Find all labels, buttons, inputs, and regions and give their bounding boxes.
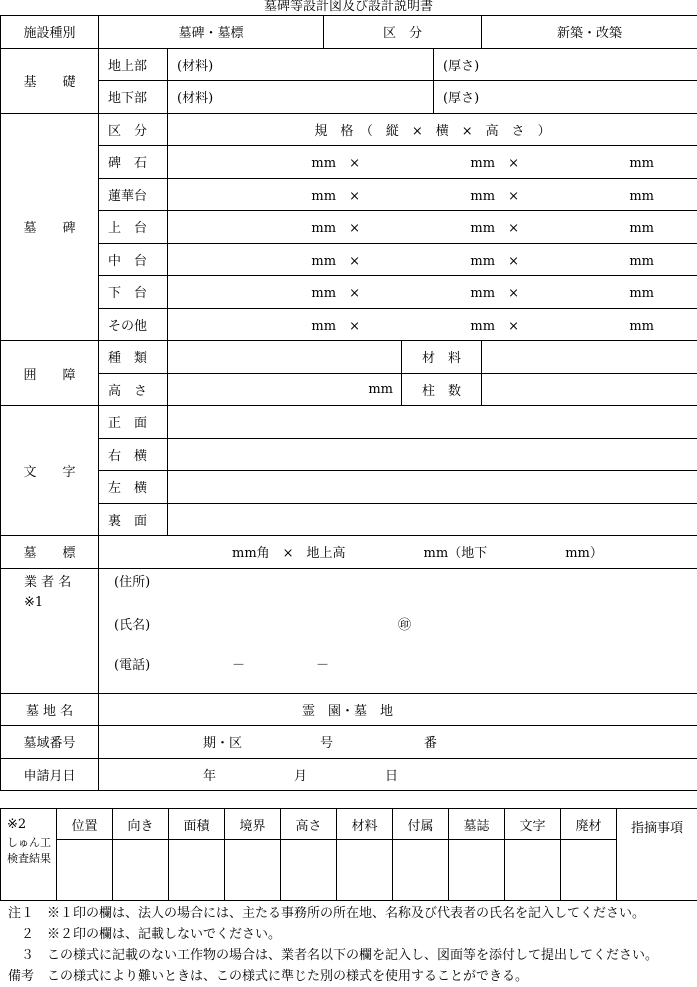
facility-type-value[interactable]: 墓碑・墓標 <box>99 16 324 49</box>
plot-label: 墓域番号 <box>1 726 99 759</box>
text-row-label: 左 横 <box>99 471 168 504</box>
cemetery-label: 墓 地 名 <box>1 693 99 726</box>
tomb-row-dims[interactable]: mm × mm × mm <box>168 243 697 276</box>
division-value[interactable]: 新築・改築 <box>482 16 697 49</box>
tomb-row-label: 蓮華台 <box>99 178 168 211</box>
vendor-name: (氏名) <box>114 618 150 633</box>
foundation-above-label: 地上部 <box>99 48 168 81</box>
vendor-label <box>1 568 99 693</box>
text-row-label: 正 面 <box>99 406 168 439</box>
inspection-col-header: 墓誌 <box>449 809 505 840</box>
tomb-row-dims[interactable]: mm × mm × mm <box>168 178 697 211</box>
text-row-label: 右 横 <box>99 438 168 471</box>
tomb-label: 墓 碑 <box>1 113 99 341</box>
tomb-row <box>1 146 697 179</box>
vendor-details[interactable] <box>99 568 697 693</box>
cemetery-value[interactable]: 霊 園・墓 地 <box>99 693 697 726</box>
tomb-row-dims[interactable]: mm × mm × mm <box>168 211 697 244</box>
fence-material-label: 材 料 <box>402 341 482 374</box>
tomb-row-dims[interactable]: mm × mm × mm <box>168 308 697 341</box>
inspection-cell[interactable] <box>169 840 225 901</box>
inspection-note-mark: ※2 <box>7 815 56 835</box>
fence-height-label: 高 さ <box>99 373 168 406</box>
text-row-value[interactable] <box>168 438 697 471</box>
date-value[interactable]: 年 月 日 <box>99 758 697 791</box>
foundation-below-thickness[interactable]: (厚さ) <box>434 81 697 114</box>
text-row-label: 裏 面 <box>99 503 168 536</box>
inspection-cell[interactable] <box>561 840 617 901</box>
facility-type-label: 施設種別 <box>1 16 99 49</box>
inspection-remarks-header: 指摘事項 <box>617 809 697 901</box>
vendor-name-line <box>114 609 697 649</box>
fence-height-value[interactable]: mm <box>168 373 402 406</box>
inspection-col-header: 廃材 <box>561 809 617 840</box>
inspection-cell[interactable] <box>393 840 449 901</box>
inspection-col-header: 面積 <box>169 809 225 840</box>
text-row-value[interactable] <box>168 406 697 439</box>
text-row-value[interactable] <box>168 503 697 536</box>
inspection-col-header: 付属 <box>393 809 449 840</box>
inspection-cell[interactable] <box>281 840 337 901</box>
fence-label: 囲 障 <box>1 341 99 406</box>
foundation-label: 基 礎 <box>1 48 99 113</box>
inspection-table <box>0 808 697 901</box>
document-title: 墓碑等設計図及び設計説明書 <box>0 0 697 14</box>
vendor-phone-line <box>114 649 697 689</box>
tomb-row-dims[interactable]: mm × mm × mm <box>168 146 697 179</box>
inspection-col-header: 材料 <box>337 809 393 840</box>
phone-dash: － <box>232 649 245 683</box>
vendor-address: (住所) <box>114 569 697 609</box>
tomb-row-dims[interactable]: mm × mm × mm <box>168 276 697 309</box>
seal-icon: ㊞ <box>398 609 411 643</box>
fence-posts-value[interactable] <box>482 373 697 406</box>
vendor-label-text: 業 者 名 <box>10 573 98 593</box>
foundation-above-material[interactable]: (材料) <box>168 48 434 81</box>
fence-type-label: 種 類 <box>99 341 168 374</box>
marker-label: 墓 標 <box>1 536 99 569</box>
inspection-cell[interactable] <box>505 840 561 901</box>
inspection-cell[interactable] <box>449 840 505 901</box>
tomb-row <box>1 243 697 276</box>
phone-dash: － <box>316 649 329 683</box>
marker-spec[interactable]: mm角 × 地上高 mm（地下 mm） <box>99 536 697 569</box>
inspection-label-cell <box>1 809 57 901</box>
tomb-row-label: 碑 石 <box>99 146 168 179</box>
inspection-cell[interactable] <box>113 840 169 901</box>
inspection-col-header: 高さ <box>281 809 337 840</box>
vendor-note-mark: ※1 <box>10 593 98 613</box>
foundation-below-label: 地下部 <box>99 81 168 114</box>
note-line: 備考 この様式により難いときは、この様式に準じた別の様式を使用することができる。 <box>8 966 697 987</box>
notes <box>8 903 697 987</box>
tomb-row <box>1 178 697 211</box>
tomb-row <box>1 211 697 244</box>
note-line: ３ この様式に記載のない工作物の場合は、業者名以下の欄を記入し、図面等を添付して提出してください。 <box>8 945 697 966</box>
foundation-below-material[interactable]: (材料) <box>168 81 434 114</box>
division-label: 区 分 <box>324 16 482 49</box>
tomb-spec-header: 規 格 （ 縦 × 横 × 高 さ ） <box>168 113 697 146</box>
text-row-value[interactable] <box>168 471 697 504</box>
tomb-row <box>1 276 697 309</box>
text-label: 文 字 <box>1 406 99 536</box>
plot-value[interactable]: 期・区 号 番 <box>99 726 697 759</box>
design-form-table <box>0 15 697 791</box>
fence-type-value[interactable] <box>168 341 402 374</box>
inspection-cell[interactable] <box>225 840 281 901</box>
tomb-row-label: 下 台 <box>99 276 168 309</box>
inspection-cell[interactable] <box>57 840 113 901</box>
inspection-col-header: 位置 <box>57 809 113 840</box>
tomb-spec-label: 区 分 <box>99 113 168 146</box>
tomb-row <box>1 308 697 341</box>
inspection-col-header: 文字 <box>505 809 561 840</box>
tomb-row-label: 中 台 <box>99 243 168 276</box>
vendor-phone: (電話) <box>114 658 150 673</box>
inspection-label: しゅん工検査結果 <box>7 835 53 867</box>
date-label: 申請月日 <box>1 758 99 791</box>
inspection-cell[interactable] <box>337 840 393 901</box>
inspection-col-header: 境界 <box>225 809 281 840</box>
tomb-row-label: その他 <box>99 308 168 341</box>
tomb-row-label: 上 台 <box>99 211 168 244</box>
note-line: ２ ※２印の欄は、記載しないでください。 <box>8 924 697 945</box>
foundation-above-thickness[interactable]: (厚さ) <box>434 48 697 81</box>
fence-material-value[interactable] <box>482 341 697 374</box>
fence-posts-label: 柱 数 <box>402 373 482 406</box>
note-line: 注１ ※１印の欄は、法人の場合には、主たる事務所の所在地、名称及び代表者の氏名を記入してください。 <box>8 903 697 924</box>
inspection-col-header: 向き <box>113 809 169 840</box>
